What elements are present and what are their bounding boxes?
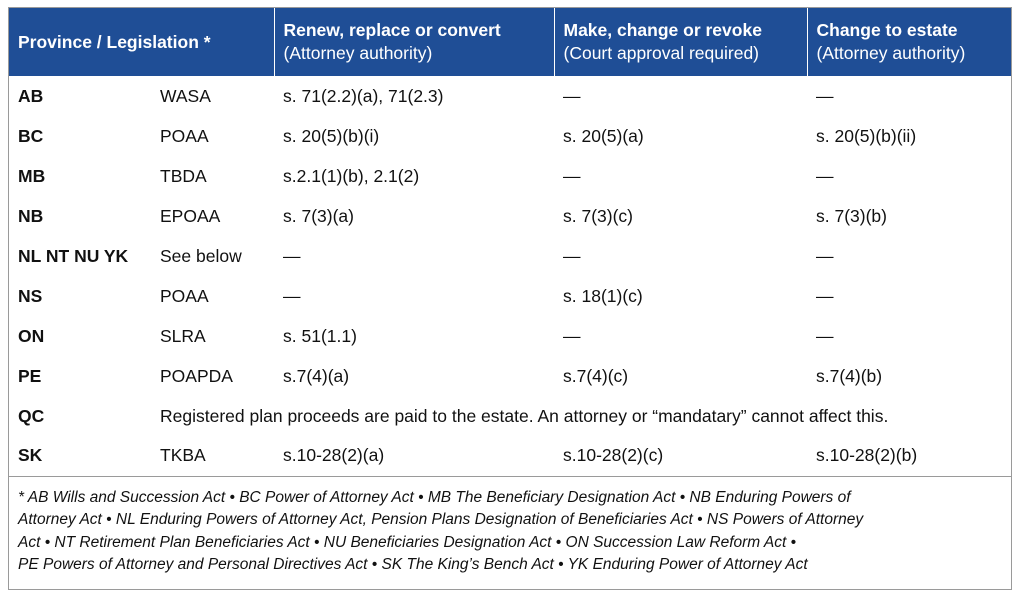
renew-cell: — (283, 285, 301, 306)
estate-cell: — (816, 325, 834, 346)
province-cell: PE (18, 365, 42, 386)
header-change-to-estate (807, 8, 1011, 76)
header-make-title: Make, change or revoke (563, 20, 762, 40)
qc-note-cell: Registered plan proceeds are paid to the estate. An attorney or “mandatary” cannot affect this. (160, 405, 889, 426)
legislation-table (9, 8, 1011, 577)
header-renew-replace-convert (274, 8, 554, 76)
make-cell: s. 20(5)(a) (563, 125, 644, 146)
renew-cell: s. 20(5)(b)(i) (283, 125, 380, 146)
header-row (9, 8, 1011, 76)
estate-cell: — (816, 285, 834, 306)
footnote-line: * AB Wills and Succession Act • BC Power of Attorney Act • MB The Beneficiary Designation Act • NB Enduring Powers of (18, 488, 851, 506)
estate-cell: s.7(4)(b) (816, 365, 883, 386)
legislation-cell: EPOAA (160, 205, 221, 226)
make-cell: — (563, 165, 581, 186)
table-row-ns (9, 276, 1011, 316)
header-renew-subtitle: (Attorney authority) (283, 43, 433, 63)
table-body (9, 76, 1011, 577)
estate-cell: — (816, 245, 834, 266)
table-row-nb (9, 196, 1011, 236)
table-row-ab (9, 76, 1011, 116)
legislation-table-frame (8, 7, 1012, 590)
renew-cell: s.7(4)(a) (283, 365, 350, 386)
renew-cell: s. 7(3)(a) (283, 205, 354, 226)
province-cell: NB (18, 205, 44, 226)
legislation-cell: POAA (160, 285, 209, 306)
footnote (9, 476, 1011, 577)
make-cell: s.7(4)(c) (563, 365, 629, 386)
header-estate-title: Change to estate (816, 20, 958, 40)
estate-cell: — (816, 85, 834, 106)
table-row-nl-nt-nu-yk (9, 236, 1011, 276)
legislation-cell: TKBA (160, 445, 206, 466)
province-cell: BC (18, 125, 44, 146)
header-renew-title: Renew, replace or convert (283, 20, 501, 40)
footnote-line: Act • NT Retirement Plan Beneficiaries Act • NU Beneficiaries Designation Act • ON Succession Law Reform Act • (18, 533, 797, 551)
legislation-cell: POAPDA (160, 365, 233, 386)
province-cell: NS (18, 285, 43, 306)
header-make-change-revoke (554, 8, 807, 76)
table-row-bc (9, 116, 1011, 156)
make-cell: s. 18(1)(c) (563, 285, 643, 306)
estate-cell: s.10-28(2)(b) (816, 445, 918, 466)
table-row-on (9, 316, 1011, 356)
estate-cell: — (816, 165, 834, 186)
renew-cell: s. 71(2.2)(a), 71(2.3) (283, 85, 444, 106)
table-row-qc (9, 396, 1011, 436)
province-cell: NL NT NU YK (18, 245, 129, 266)
province-cell: SK (18, 445, 43, 466)
make-cell: s. 7(3)(c) (563, 205, 633, 226)
legislation-cell: SLRA (160, 325, 206, 346)
legislation-cell: WASA (160, 85, 211, 106)
header-make-subtitle: (Court approval required) (563, 43, 760, 63)
province-cell: ON (18, 325, 45, 346)
make-cell: — (563, 325, 581, 346)
renew-cell: s.10-28(2)(a) (283, 445, 385, 466)
make-cell: — (563, 85, 581, 106)
make-cell: — (563, 245, 581, 266)
footnote-line: PE Powers of Attorney and Personal Directives Act • SK The King’s Bench Act • YK Enduring Power of Attorney Act (18, 556, 808, 573)
table-row-pe (9, 356, 1011, 396)
estate-cell: s. 7(3)(b) (816, 205, 887, 226)
header-estate-subtitle: (Attorney authority) (816, 43, 966, 63)
renew-cell: s. 51(1.1) (283, 325, 357, 346)
table-row-sk (9, 436, 1011, 476)
footnote-row (9, 476, 1011, 577)
table-row-mb (9, 156, 1011, 196)
header-province-legislation: Province / Legislation * (18, 31, 211, 52)
province-cell: QC (18, 405, 45, 426)
province-cell: AB (18, 85, 44, 106)
footnote-line: Attorney Act • NL Enduring Powers of Attorney Act, Pension Plans Designation of Beneficiaries Act • NS Powers of Attorney (18, 511, 864, 528)
estate-cell: s. 20(5)(b)(ii) (816, 125, 917, 146)
renew-cell: s.2.1(1)(b), 2.1(2) (283, 165, 420, 186)
legislation-cell: POAA (160, 125, 209, 146)
legislation-cell: See below (160, 245, 242, 266)
make-cell: s.10-28(2)(c) (563, 445, 664, 466)
renew-cell: — (283, 245, 301, 266)
table-header (9, 8, 1011, 76)
legislation-cell: TBDA (160, 165, 207, 186)
province-cell: MB (18, 165, 46, 186)
